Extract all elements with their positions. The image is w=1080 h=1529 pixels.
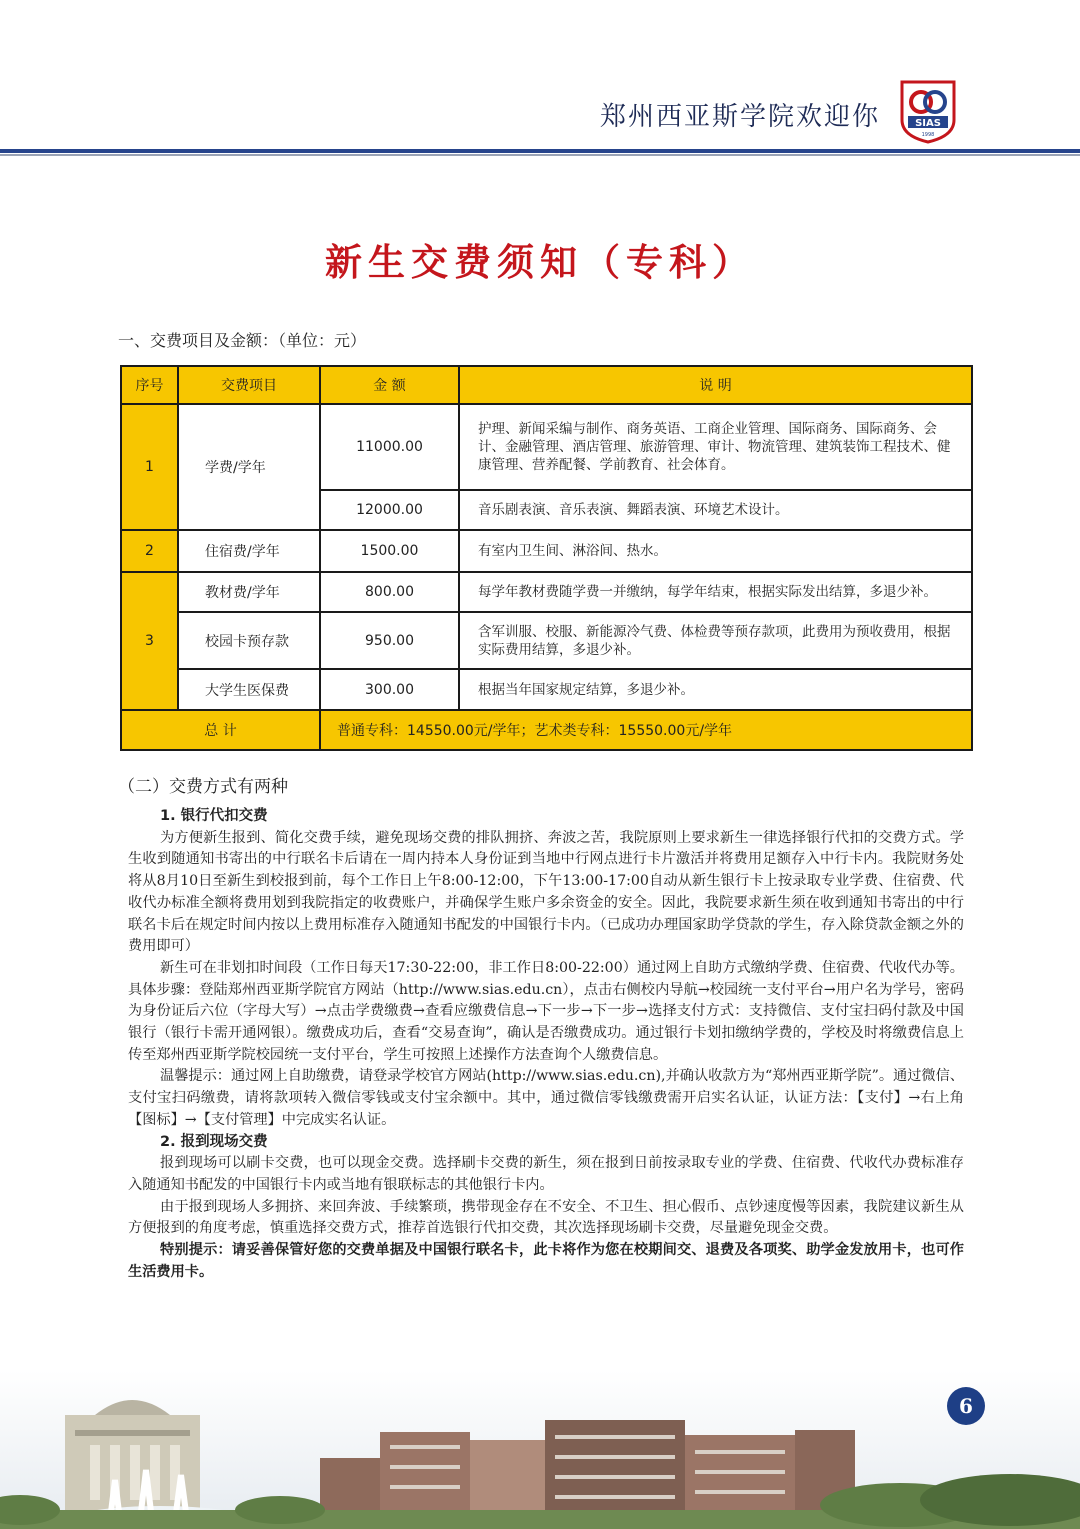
paragraph: 报到现场可以刷卡交费，也可以现金交费。选择刷卡交费的新生，须在报到日前按录取专业的学费、住宿费、代收代办费标准存入随通知书配发的中国银行卡内或当地有银联标志的其他银行卡内。 <box>128 1155 964 1193</box>
col-header-desc: 说 明 <box>459 366 972 404</box>
col-header-no: 序号 <box>121 366 178 404</box>
col-header-item: 交费项目 <box>178 366 320 404</box>
row-desc: 含军训服、校服、新能源冷气费、体检费等预存款项，此费用为预收费用，根据实际费用结算，多退少补。 <box>459 612 972 669</box>
page-header <box>0 0 1080 160</box>
row-no: 2 <box>121 530 178 572</box>
row-desc: 根据当年国家规定结算，多退少补。 <box>459 669 972 710</box>
paragraph: 由于报到现场人多拥挤、来回奔波、手续繁琐，携带现金存在不安全、不卫生、担心假币、点钞速度慢等因素，我院建议新生从方便报到的角度考虑，慎重选择交费方式，推荐首选银行代扣交费，其次选择现场刷卡交费，尽量避免现金交费。 <box>128 1198 964 1237</box>
table-row <box>121 530 972 572</box>
row-item: 校园卡预存款 <box>178 612 320 669</box>
section-heading-payment: （二）交费方式有两种 <box>118 777 288 797</box>
row-desc: 有室内卫生间、淋浴间、热水。 <box>459 530 972 572</box>
page-title: 新生交费须知（专科） <box>325 240 755 284</box>
logo-text: SIAS <box>915 118 941 129</box>
table-header-row <box>121 366 972 404</box>
section-heading-fees: 一、交费项目及金额：（单位：元） <box>118 331 367 350</box>
total-label: 总 计 <box>121 710 320 750</box>
logo-year: 1998 <box>921 132 935 138</box>
row-no: 1 <box>121 404 178 530</box>
row-item: 学费/学年 <box>178 404 320 530</box>
row-amount: 300.00 <box>320 669 459 710</box>
total-value: 普通专科：14550.00元/学年；艺术类专科：15550.00元/学年 <box>320 710 972 750</box>
row-no: 3 <box>121 572 178 710</box>
campus-photo <box>0 1370 1080 1529</box>
row-item: 住宿费/学年 <box>178 530 320 572</box>
table-total-row <box>121 710 972 750</box>
paragraph: 新生可在非划扣时间段（工作日每天17:30-22:00，非工作日8:00-22:00）通过网上自助方式缴纳学费、住宿费、代收代办等。具体步骤：登陆郑州西亚斯学院官方网站（http://www.sias.edu.cn），点击右侧校内导航→校园统一支付平台→用户名为学号，密码为身份证后六位（字母大写）→点击学费缴费→查看应缴费信息→下一步→下一步→选择支付方式：支持微信、支付宝扫码付款及中国银行（银行卡需开通网银）。缴费成功后，查看“交易查询”，确认是否缴费成功。通过银行卡划扣缴纳学费的，学校及时将缴费信息上传至郑州西亚斯学院校园统一支付平台，学生可按照上述操作方法查询个人缴费信息。 <box>128 959 964 1063</box>
special-notice: 特别提示：请妥善保管好您的交费单据及中国银行联名卡，此卡将作为您在校期间交、退费及各项奖、助学金发放用卡，也可作生活费用卡。 <box>128 1242 964 1280</box>
row-amount: 800.00 <box>320 572 459 612</box>
subheading-bank: 1. 银行代扣交费 <box>160 808 268 824</box>
row-desc: 护理、新闻采编与制作、商务英语、工商企业管理、国际商务、国际商务、会计、金融管理、酒店管理、旅游管理、审计、物流管理、建筑装饰工程技术、健康管理、营养配餐、学前教育、社会体育。 <box>459 404 972 490</box>
header-rule-thin <box>0 154 1080 156</box>
row-desc: 每学年教材费随学费一并缴纳，每学年结束，根据实际发出结算，多退少补。 <box>459 572 972 612</box>
table-row <box>121 669 972 710</box>
subheading-onsite: 2. 报到现场交费 <box>160 1133 268 1150</box>
page-number-badge: 6 <box>947 1387 985 1425</box>
row-item: 大学生医保费 <box>178 669 320 710</box>
sias-logo-icon <box>898 80 958 144</box>
row-item: 教材费/学年 <box>178 572 320 612</box>
paragraph: 温馨提示：通过网上自助缴费，请登录学校官方网站(http://www.sias.edu.cn),并确认收款方为“郑州西亚斯学院”。通过微信、支付宝扫码缴费，请将款项转入微信零钱或支付宝余额中。其中，通过微信零钱缴费需开启实名认证，认证方法：【支付】→右上角【图标】→【支付管理】中完成实名认证。 <box>128 1068 964 1128</box>
row-amount: 11000.00 <box>320 404 459 490</box>
col-header-amount: 金 额 <box>320 366 459 404</box>
row-amount: 1500.00 <box>320 530 459 572</box>
row-amount: 950.00 <box>320 612 459 669</box>
row-amount: 12000.00 <box>320 490 459 530</box>
table-row <box>121 404 972 490</box>
payment-instructions <box>128 806 964 1283</box>
paragraph: 为方便新生报到、简化交费手续，避免现场交费的排队拥挤、奔波之苦，我院原则上要求新生一律选择银行代扣的交费方式。学生收到随通知书寄出的中行联名卡后请在一周内持本人身份证到当地中行网点进行卡片激活并将费用足额存入中行卡内。我院财务处将从8月10日至新生到校报到前，每个工作日上午8:00-12:00，下午13:00-17:00自动从新生银行卡上按录取专业学费、住宿费、代收代办标准全额将费用划到我院指定的收费账户，并确保学生账户多余资金的安全。因此，我院要求新生须在收到通知书寄出的中行联名卡后在规定时间内按以上费用标准存入随通知书配发的中国银行卡内。（已成功办理国家助学贷款的学生，存入除贷款金额之外的费用即可） <box>128 829 964 955</box>
fee-table <box>120 365 973 751</box>
table-row <box>121 572 972 612</box>
row-desc: 音乐剧表演、音乐表演、舞蹈表演、环境艺术设计。 <box>459 490 972 530</box>
school-welcome-text: 郑州西亚斯学院欢迎你 <box>599 102 880 132</box>
header-rule <box>0 149 1080 153</box>
table-row <box>121 612 972 669</box>
